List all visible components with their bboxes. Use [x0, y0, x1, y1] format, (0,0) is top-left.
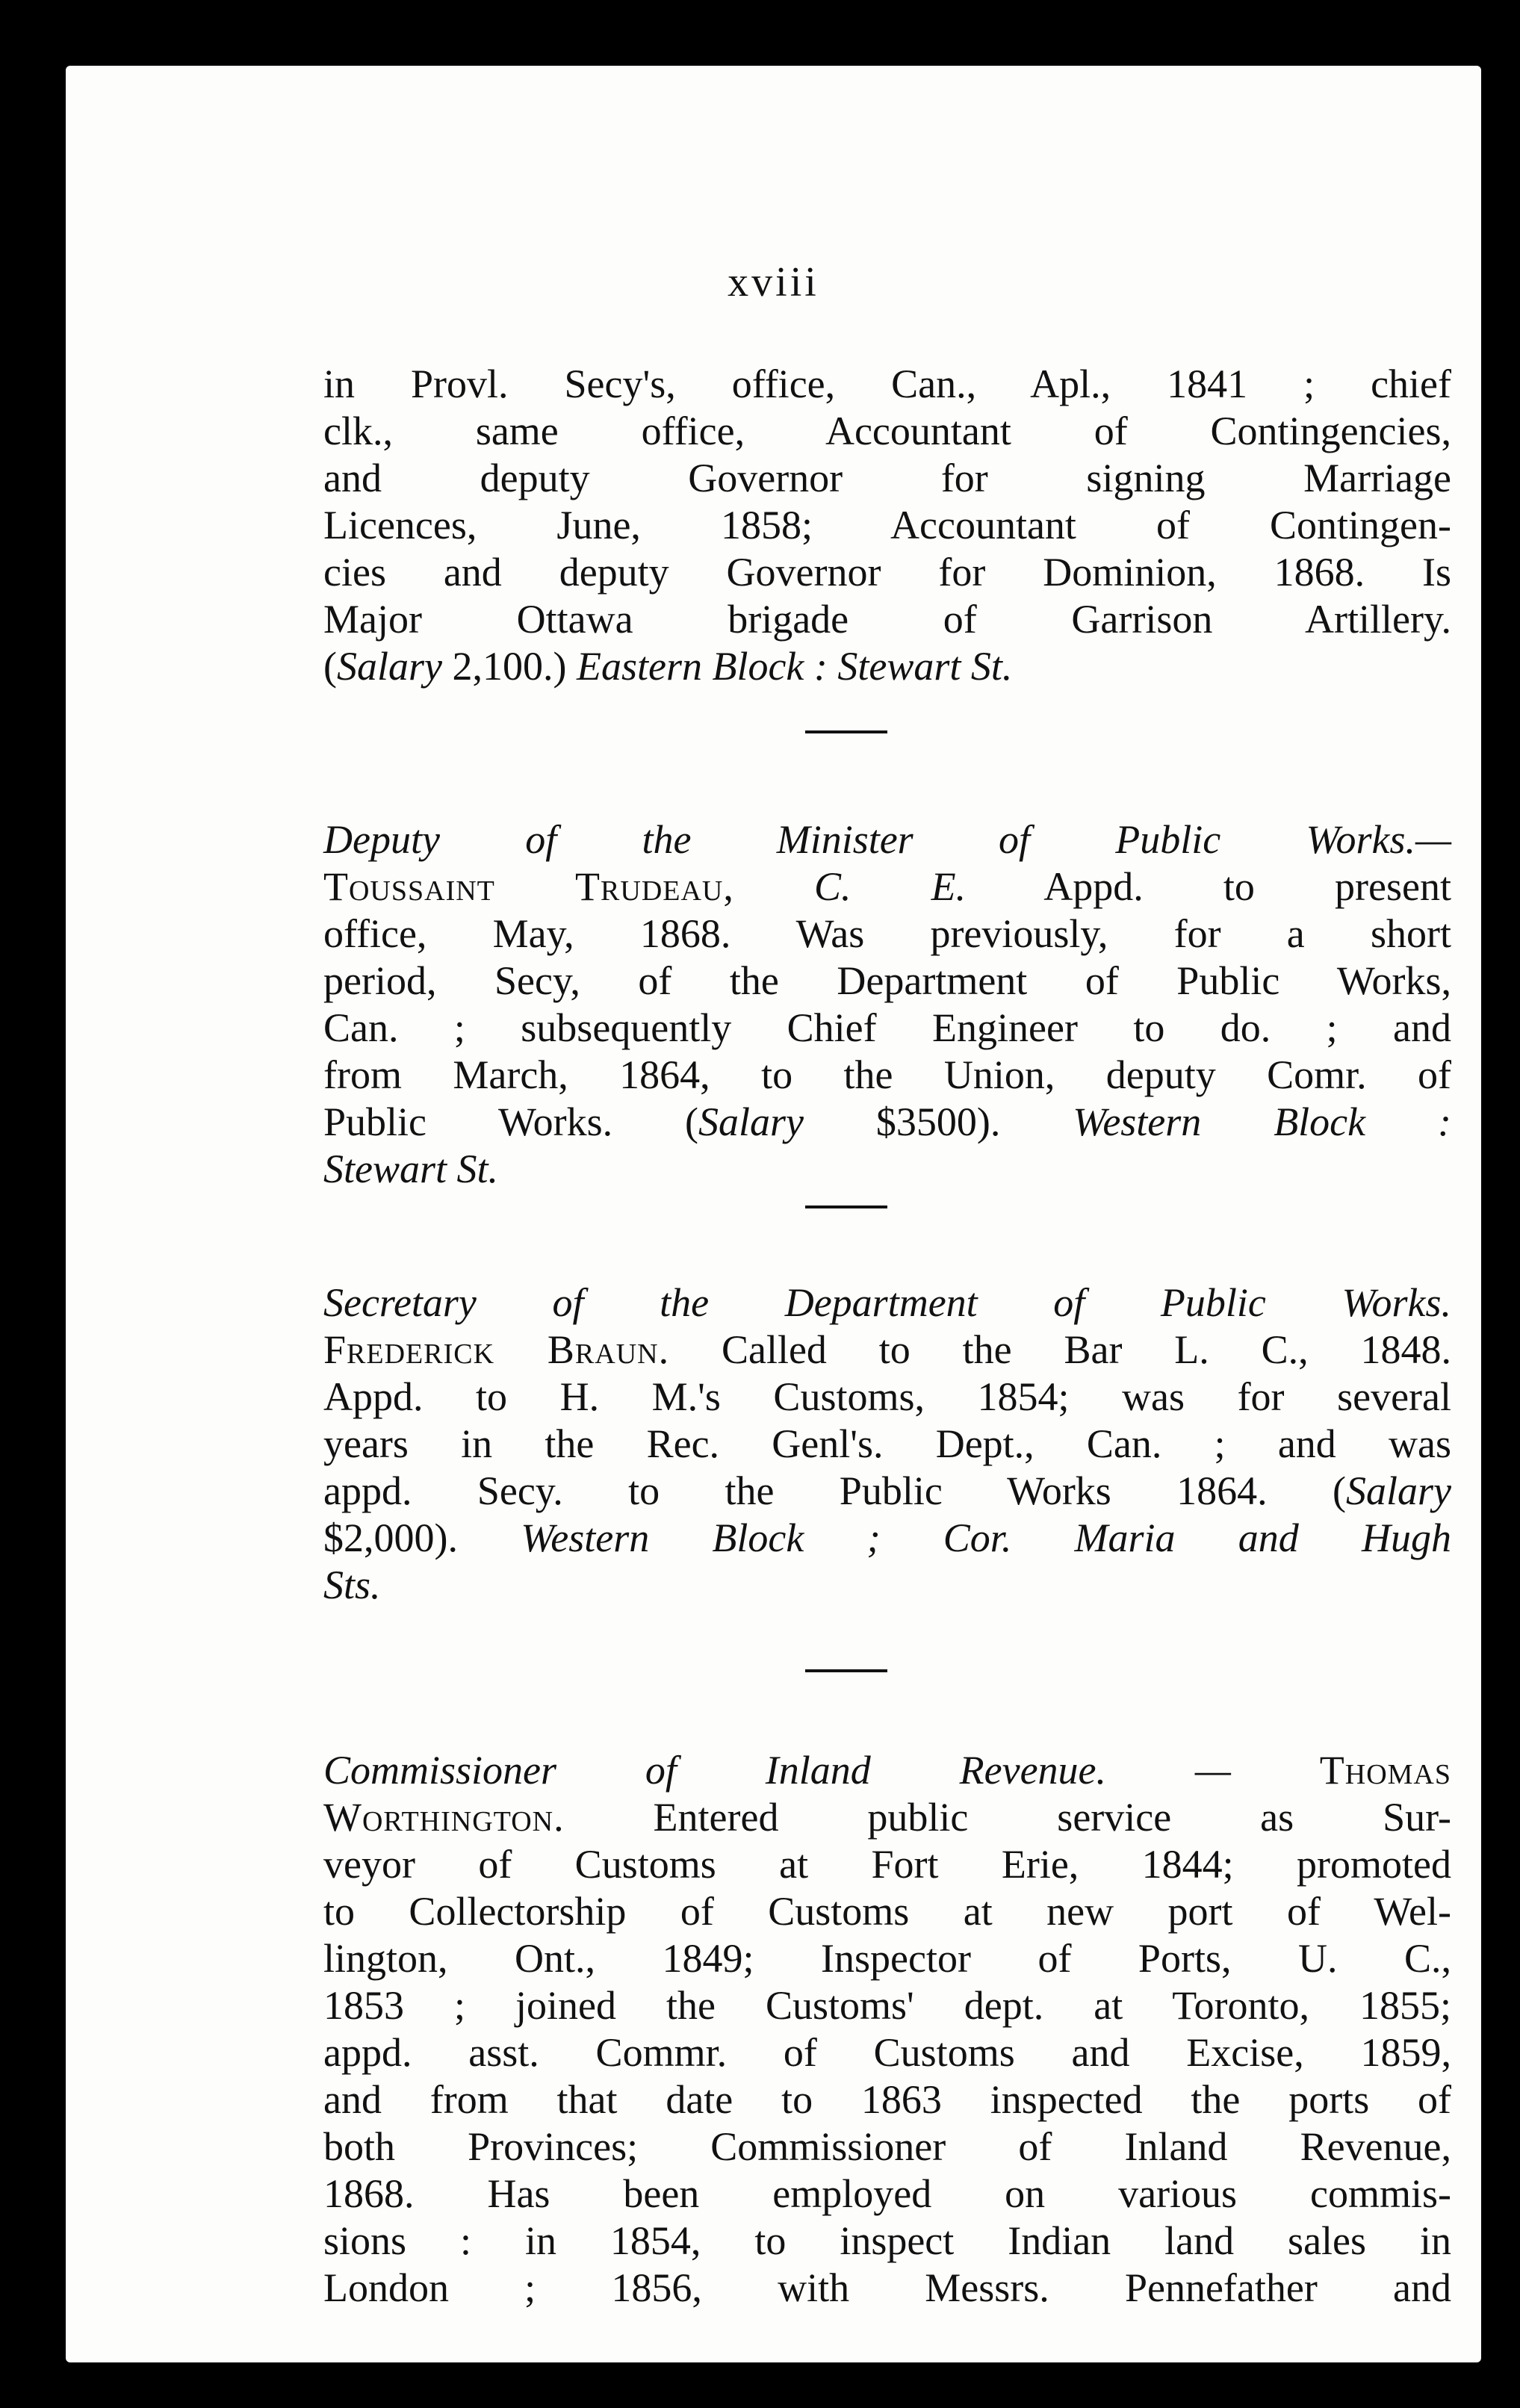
entry-commissioner-inland-revenue	[323, 1747, 1451, 2312]
office-location: Western Block ; Cor. Maria and Hugh	[521, 1515, 1452, 1560]
book-page	[66, 66, 1481, 2362]
salary-amount: 2,100.)	[441, 644, 577, 689]
salary-label: Salary	[1346, 1468, 1451, 1513]
entry-title: Deputy of the Minister of Public Works.—	[323, 817, 1451, 862]
text-fragment: Public Works. (	[323, 1099, 698, 1144]
entry-name-line	[323, 863, 1451, 910]
entry-secretary-public-works	[323, 1279, 1451, 1609]
salary-label: Salary	[336, 644, 442, 689]
section-divider	[805, 730, 887, 733]
entry-title: Secretary of the Department of Public Works.	[323, 1280, 1451, 1325]
office-location: Eastern Block : Stewart St.	[576, 644, 1013, 689]
office-location: Stewart St.	[323, 1146, 499, 1191]
paren-open: (	[323, 644, 337, 689]
text-line: and from that date to 1863 inspected the ports of	[323, 2077, 1451, 2122]
text-line: clk., same office, Accountant of Contingencies,	[323, 409, 1451, 453]
salary-amount: $2,000).	[323, 1515, 521, 1560]
text-line: veyor of Customs at Fort Erie, 1844; promoted	[323, 1842, 1451, 1887]
text-line: from March, 1864, to the Union, deputy Comr. of	[323, 1052, 1451, 1097]
text-line: Appd. to H. M.'s Customs, 1854; was for several	[323, 1374, 1451, 1419]
text-line: appd. asst. Commr. of Customs and Excise, 1859,	[323, 2030, 1451, 2075]
text-line: years in the Rec. Genl's. Dept., Can. ; and was	[323, 1421, 1451, 1466]
name-suffix: C. E.	[814, 864, 967, 909]
text-line: sions : in 1854, to inspect Indian land sales in	[323, 2218, 1451, 2263]
text-fragment: Called to the Bar L. C., 1848.	[721, 1327, 1452, 1372]
text-line: London ; 1856, with Messrs. Pennefather and	[323, 2265, 1451, 2310]
text-line: 1868. Has been employed on various commis-	[323, 2171, 1451, 2216]
text-line: Major Ottawa brigade of Garrison Artillery.	[323, 597, 1451, 642]
salary-location-line	[323, 643, 1451, 690]
text-line: in Provl. Secy's, office, Can., Apl., 1841 ; chief	[323, 361, 1451, 406]
salary-label: Salary	[698, 1099, 804, 1144]
text-line: to Collectorship of Customs at new port of Wel-	[323, 1889, 1451, 1934]
paragraph-continuation	[323, 361, 1451, 690]
salary-line	[323, 1468, 1451, 1515]
text-line: Licences, June, 1858; Accountant of Contingen-	[323, 503, 1451, 547]
text-line: 1853 ; joined the Customs' dept. at Toronto, 1855;	[323, 1983, 1451, 2028]
entry-title-line	[323, 1747, 1451, 1794]
entry-name-line	[323, 1326, 1451, 1374]
person-name: Worthington.	[323, 1795, 565, 1840]
office-location: Western Block :	[1073, 1099, 1452, 1144]
section-divider	[805, 1669, 887, 1672]
text-line: office, May, 1868. Was previously, for a short	[323, 911, 1451, 956]
entry-deputy-minister-public-works	[323, 816, 1451, 1193]
section-divider	[805, 1205, 887, 1208]
salary-amount: $3500).	[803, 1099, 1073, 1144]
office-location: Sts.	[323, 1563, 381, 1607]
text-fragment: appd. Secy. to the Public Works 1864. (	[323, 1468, 1346, 1513]
text-line: Can. ; subsequently Chief Engineer to do. ; and	[323, 1005, 1451, 1050]
entry-title: Commissioner of Inland Revenue. —	[323, 1748, 1231, 1793]
salary-location-line	[323, 1099, 1451, 1146]
page-number: xviii	[728, 259, 819, 305]
entry-name-line	[323, 1794, 1451, 1841]
text-line: and deputy Governor for signing Marriage	[323, 456, 1451, 500]
person-name: Toussaint Trudeau,	[323, 864, 734, 909]
text-fragment: Entered public service as Sur-	[653, 1795, 1452, 1840]
person-name: Frederick Braun.	[323, 1327, 670, 1372]
text-fragment: Appd. to present	[1043, 864, 1451, 909]
person-name: Thomas	[1319, 1748, 1451, 1793]
text-line: period, Secy, of the Department of Public Works,	[323, 958, 1451, 1003]
text-line: lington, Ont., 1849; Inspector of Ports, U. C.,	[323, 1936, 1451, 1981]
text-line: cies and deputy Governor for Dominion, 1868. Is	[323, 550, 1451, 595]
salary-location-line	[323, 1515, 1451, 1562]
text-line: both Provinces; Commissioner of Inland Revenue,	[323, 2124, 1451, 2169]
